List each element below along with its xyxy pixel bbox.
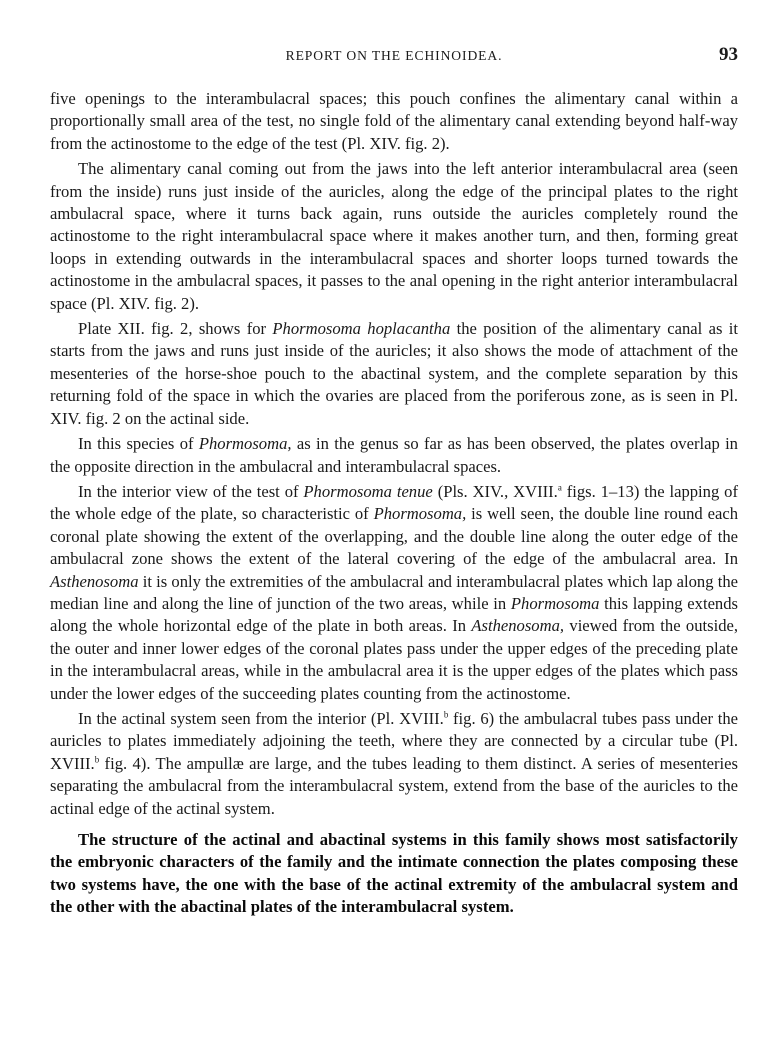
- paragraph-6: In the actinal system seen from the interior (Pl. XVIII.$^b$ fig. 6) the ambulacral tubes pass under the auricles to plates immediately adjoining the teeth, where they are connected by a circular tube (Pl. XVIII.$^b$ fig. 4). The ampullæ are large, and the tubes leading to them distinct. A series of mesenteries separating the ambulacral from the interambulacral system, extend from the base of the auricles to the actinal edge of the actinal system.: [50, 708, 739, 818]
- paragraph-4: In this species of Phormosoma, as in the genus so far as has been observed, the plates overlap in the opposite direction in the ambulacral and interambulacral spaces.: [50, 434, 738, 476]
- body-text: [50, 88, 738, 922]
- paragraph-5: In the interior view of the test of Phormosoma tenue (Pls. XIV., XVIII.$^a$ figs. 1–13) the lapping of the whole edge of the plate, so characteristic of Phormosoma, is well seen, the double line round each coronal plate showing the extent of the overlapping, and the double line along the outer edge of the ambulacral zone shows the extent of the lateral covering of the edge of the ambulacral area. In Asthenosoma it is only the extremities of the ambulacral and interambulacral plates which lap along the median line and along the line of junction of the two areas, while in Phormosoma this lapping extends along the whole horizontal edge of the plate in both areas. In Asthenosoma, viewed from the outside, the outer and inner lower edges of the coronal plates pass under the upper edges of the preceding plate in the interambulacral areas, while in the ambulacral area it is the upper edges of the plates which pass under the lower edges of the succeeding plates counting from the actinostome.: [50, 481, 739, 703]
- paragraph-2: The alimentary canal coming out from the jaws into the left anterior interambulacral area (seen from the inside) runs just inside of the auricles, along the edge of the principal plates to the right ambulacral space, where it turns back again, runs outside the auricles completely round the actinostome to the right interambulacral space where it makes another turn, and then, forming great loops in extending outwards in the interambulacral spaces and shorter loops turned towards the actinostome in the ambulacral spaces, it passes to the anal opening in the right anterior interambulacral space (Pl. XIV. fig. 2).: [50, 159, 738, 313]
- paragraph-7: The structure of the actinal and abactinal systems in this family shows most satisfactorily the embryonic characters of the family and the intimate connection the plates composing these two systems have, the one with the base of the actinal extremity of the ambulacral system and the other with the abactinal plates of the interambulacral system.: [50, 830, 738, 917]
- page-header: [50, 44, 738, 68]
- running-title: REPORT ON THE ECHINOIDEA.: [285, 48, 503, 63]
- paragraph-1: five openings to the interambulacral spaces; this pouch confines the alimentary canal within a proportionally small area of the test, no single fold of the alimentary canal extending beyond half-way from the actinostome to the edge of the test (Pl. XIV. fig. 2).: [50, 89, 738, 153]
- paragraph-3: Plate XII. fig. 2, shows for Phormosoma hoplacantha the position of the alimentary canal as it starts from the jaws and runs just inside of the auricles; it also shows the mode of attachment of the mesenteries of the horse-shoe pouch to the abactinal system, and the complete separation by this returning fold of the space in which the ovaries are placed from the poriferous zone, as is seen in Pl. XIV. fig. 2 on the actinal side.: [50, 319, 738, 428]
- page-number: 93: [719, 44, 738, 65]
